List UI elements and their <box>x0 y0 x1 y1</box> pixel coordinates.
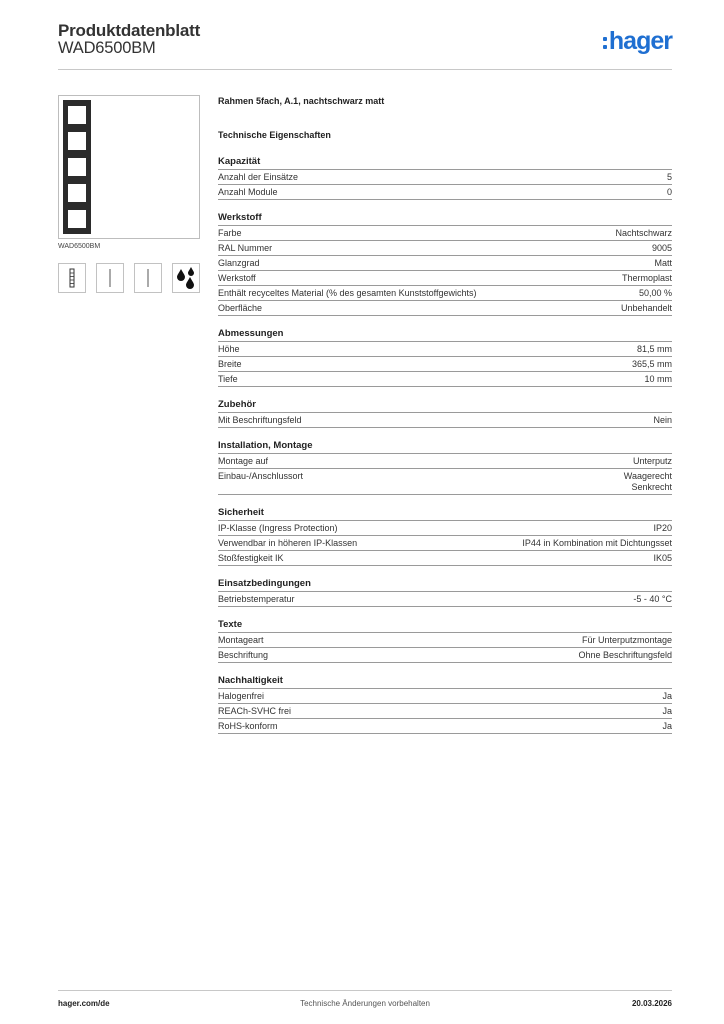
property-row <box>218 648 672 663</box>
property-value-line: Ja <box>662 691 672 701</box>
property-label: RAL Nummer <box>218 243 273 253</box>
product-front-view-icon <box>58 263 86 293</box>
property-value-line: Unterputz <box>632 456 672 466</box>
logo-dots-icon <box>603 37 607 49</box>
page-header <box>58 20 672 70</box>
property-value-line: 9005 <box>651 243 672 253</box>
property-label: Beschriftung <box>218 650 269 660</box>
property-value-line: -5 - 40 °C <box>633 594 672 604</box>
property-value-line: Ohne Beschriftungsfeld <box>578 650 672 660</box>
property-label: Höhe <box>218 344 240 354</box>
property-section <box>218 440 672 495</box>
property-value <box>653 415 672 426</box>
property-row <box>218 342 672 357</box>
page-title: Produktdatenblatt <box>58 21 201 40</box>
frame-5fach-icon <box>63 100 91 234</box>
property-row <box>218 413 672 428</box>
property-value-line: Senkrecht <box>631 482 672 492</box>
property-value <box>522 538 672 549</box>
property-label: Anzahl der Einsätze <box>218 172 299 182</box>
property-section <box>218 675 672 734</box>
property-value <box>578 650 672 661</box>
footer-notice: Technische Änderungen vorbehalten <box>300 999 430 1008</box>
property-section <box>218 212 672 316</box>
property-value-line: 365,5 mm <box>631 359 672 369</box>
article-number: WAD6500BM <box>58 39 156 57</box>
property-label: Glanzgrad <box>218 258 260 268</box>
property-section <box>218 156 672 200</box>
property-value <box>624 471 672 493</box>
property-value <box>615 228 672 239</box>
property-row <box>218 185 672 200</box>
property-section <box>218 507 672 566</box>
property-value-line: IP44 in Kombination mit Dichtungsset <box>522 538 672 548</box>
property-value <box>639 288 672 299</box>
property-row <box>218 719 672 734</box>
property-value-line: 81,5 mm <box>636 344 672 354</box>
property-value <box>653 553 672 564</box>
property-section <box>218 328 672 387</box>
property-row <box>218 521 672 536</box>
property-row <box>218 170 672 185</box>
section-title: Zubehör <box>218 399 672 413</box>
property-value <box>652 243 672 254</box>
property-row <box>218 454 672 469</box>
section-title: Werkstoff <box>218 212 672 226</box>
property-label: Werkstoff <box>218 273 256 283</box>
property-row <box>218 592 672 607</box>
property-row <box>218 241 672 256</box>
property-label: Oberfläche <box>218 303 263 313</box>
product-image <box>58 95 200 239</box>
property-value <box>632 359 672 370</box>
property-label: Breite <box>218 359 242 369</box>
property-row <box>218 372 672 387</box>
property-row <box>218 633 672 648</box>
property-label: Tiefe <box>218 374 238 384</box>
property-value-line: Waagerecht <box>623 471 672 481</box>
property-row <box>218 271 672 286</box>
section-title: Einsatzbedingungen <box>218 578 672 592</box>
property-label: Halogenfrei <box>218 691 265 701</box>
property-value-line: 5 <box>666 172 672 182</box>
property-label: Einbau-/Anschlussort <box>218 471 304 481</box>
side-view-icon <box>134 263 162 293</box>
property-label: Anzahl Module <box>218 187 278 197</box>
property-value <box>644 374 672 385</box>
property-value <box>667 187 672 198</box>
property-value-line: IP20 <box>653 523 672 533</box>
section-title: Texte <box>218 619 672 633</box>
property-value-line: Unbehandelt <box>620 303 672 313</box>
property-label: Montageart <box>218 635 264 645</box>
property-value-line: Nein <box>653 415 672 425</box>
property-value <box>637 344 672 355</box>
property-label: Enthält recyceltes Material (% des gesamten Kunststoffgewichts) <box>218 288 477 298</box>
section-title: Installation, Montage <box>218 440 672 454</box>
property-row <box>218 704 672 719</box>
property-row <box>218 689 672 704</box>
property-label: REACh-SVHC frei <box>218 706 292 716</box>
property-row <box>218 226 672 241</box>
property-label: RoHS-konform <box>218 721 278 731</box>
section-title: Nachhaltigkeit <box>218 675 672 689</box>
property-value-line: Thermoplast <box>621 273 672 283</box>
property-row <box>218 301 672 316</box>
section-title: Abmessungen <box>218 328 672 342</box>
property-section <box>218 399 672 428</box>
side-view-icon <box>96 263 124 293</box>
property-value <box>633 456 672 467</box>
property-value-line: IK05 <box>653 553 672 563</box>
product-name: Rahmen 5fach, A.1, nachtschwarz matt <box>218 96 385 106</box>
property-value-line: Nachtschwarz <box>615 228 672 238</box>
property-section <box>218 578 672 607</box>
footer-website: hager.com/de <box>58 999 110 1008</box>
property-label: Montage auf <box>218 456 269 466</box>
image-caption: WAD6500BM <box>58 243 101 250</box>
property-row <box>218 536 672 551</box>
property-label: Betriebstemperatur <box>218 594 295 604</box>
property-label: IP-Klasse (Ingress Protection) <box>218 523 338 533</box>
technical-data <box>218 96 672 734</box>
property-label: Mit Beschriftungsfeld <box>218 415 302 425</box>
property-value <box>662 706 672 717</box>
property-value-line: Matt <box>654 258 672 268</box>
property-value <box>662 691 672 702</box>
property-row <box>218 357 672 372</box>
property-value-line: Für Unterputzmontage <box>581 635 672 645</box>
logo-text: hager <box>608 26 672 55</box>
property-value <box>662 721 672 732</box>
property-row <box>218 286 672 301</box>
property-row <box>218 256 672 271</box>
property-row <box>218 469 672 495</box>
section-title: Sicherheit <box>218 507 672 521</box>
property-section <box>218 619 672 663</box>
property-value-line: 10 mm <box>644 374 672 384</box>
property-value-line: 50,00 % <box>638 288 672 298</box>
property-value <box>621 303 672 314</box>
property-label: Farbe <box>218 228 242 238</box>
property-value <box>622 273 672 284</box>
technical-properties-heading: Technische Eigenschaften <box>218 130 331 140</box>
property-value <box>582 635 672 646</box>
footer-date: 20.03.2026 <box>631 999 672 1008</box>
section-title: Kapazität <box>218 156 672 170</box>
property-label: Verwendbar in höheren IP-Klassen <box>218 538 358 548</box>
water-drops-icon <box>172 263 200 293</box>
property-value <box>654 258 672 269</box>
property-value-line: 0 <box>666 187 672 197</box>
property-label: Stoßfestigkeit IK <box>218 553 284 563</box>
property-value <box>633 594 672 605</box>
property-value <box>667 172 672 183</box>
property-value-line: Ja <box>662 706 672 716</box>
hager-logo <box>603 25 672 57</box>
property-row <box>218 551 672 566</box>
property-sections <box>218 156 672 734</box>
property-value-line: Ja <box>662 721 672 731</box>
page-footer <box>58 990 672 1015</box>
property-value <box>653 523 672 534</box>
